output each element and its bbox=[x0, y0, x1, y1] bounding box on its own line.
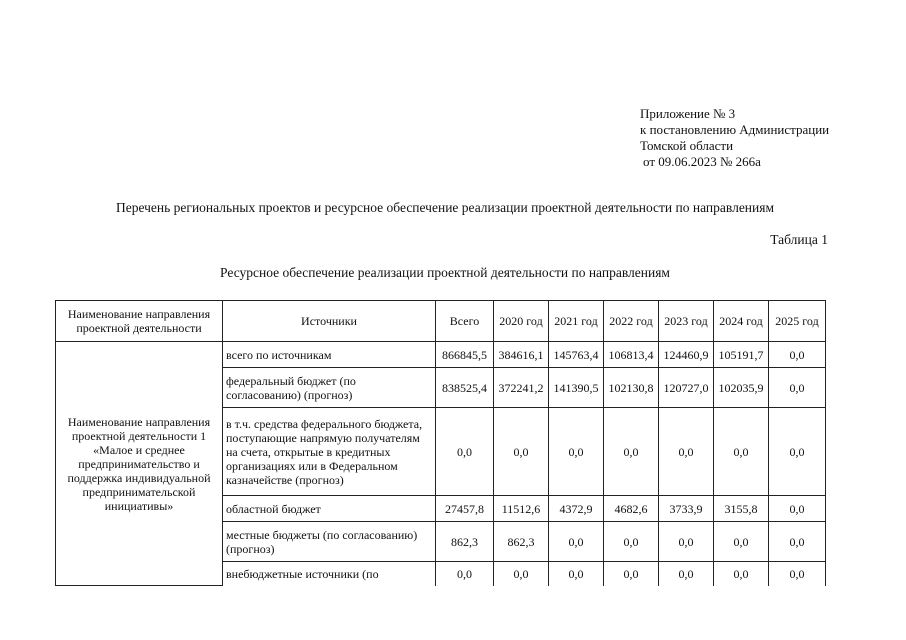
value-cell: 0,0 bbox=[659, 408, 714, 496]
value-cell: 0,0 bbox=[549, 522, 604, 562]
value-cell: 11512,6 bbox=[494, 496, 549, 522]
value-cell: 4372,9 bbox=[549, 496, 604, 522]
value-cell: 0,0 bbox=[769, 368, 826, 408]
value-cell: 106813,4 bbox=[604, 342, 659, 368]
value-cell: 0,0 bbox=[604, 522, 659, 562]
value-cell: 120727,0 bbox=[659, 368, 714, 408]
value-cell: 0,0 bbox=[549, 562, 604, 586]
value-cell: 0,0 bbox=[604, 408, 659, 496]
table-header-row bbox=[56, 301, 826, 342]
value-cell: 102035,9 bbox=[714, 368, 769, 408]
value-cell: 0,0 bbox=[436, 408, 494, 496]
value-cell: 866845,5 bbox=[436, 342, 494, 368]
source-cell: внебюджетные источники (по bbox=[223, 562, 436, 586]
appendix-date: от 09.06.2023 № 266а bbox=[643, 154, 761, 169]
value-cell: 3733,9 bbox=[659, 496, 714, 522]
value-cell: 0,0 bbox=[769, 496, 826, 522]
table-label: Таблица 1 bbox=[770, 232, 828, 247]
value-cell: 0,0 bbox=[659, 522, 714, 562]
value-cell: 105191,7 bbox=[714, 342, 769, 368]
value-cell: 0,0 bbox=[436, 562, 494, 586]
header-cell: 2022 год bbox=[604, 301, 659, 342]
value-cell: 838525,4 bbox=[436, 368, 494, 408]
value-cell: 27457,8 bbox=[436, 496, 494, 522]
value-cell: 0,0 bbox=[549, 408, 604, 496]
source-cell: федеральный бюджет (по согласованию) (прогноз) bbox=[223, 368, 436, 408]
header-cell: 2021 год bbox=[549, 301, 604, 342]
source-cell: всего по источникам bbox=[223, 342, 436, 368]
document-heading: Перечень региональных проектов и ресурсное обеспечение реализации проектной деятельности по направлениям bbox=[115, 200, 775, 215]
value-cell: 124460,9 bbox=[659, 342, 714, 368]
value-cell: 141390,5 bbox=[549, 368, 604, 408]
source-cell: местные бюджеты (по согласованию) (прогноз) bbox=[223, 522, 436, 562]
value-cell: 4682,6 bbox=[604, 496, 659, 522]
value-cell: 0,0 bbox=[769, 522, 826, 562]
value-cell: 0,0 bbox=[494, 408, 549, 496]
value-cell: 3155,8 bbox=[714, 496, 769, 522]
resource-table bbox=[55, 300, 826, 586]
value-cell: 0,0 bbox=[769, 342, 826, 368]
appendix-line: Приложение № 3 bbox=[640, 106, 736, 121]
value-cell: 372241,2 bbox=[494, 368, 549, 408]
header-cell: 2024 год bbox=[714, 301, 769, 342]
value-cell: 0,0 bbox=[714, 408, 769, 496]
appendix-block bbox=[640, 106, 829, 170]
value-cell: 0,0 bbox=[659, 562, 714, 586]
header-cell: Источники bbox=[223, 301, 436, 342]
value-cell: 145763,4 bbox=[549, 342, 604, 368]
header-cell: Всего bbox=[436, 301, 494, 342]
appendix-line: Томской области bbox=[640, 138, 734, 153]
value-cell: 862,3 bbox=[494, 522, 549, 562]
value-cell: 102130,8 bbox=[604, 368, 659, 408]
value-cell: 0,0 bbox=[714, 562, 769, 586]
value-cell: 0,0 bbox=[714, 522, 769, 562]
direction-name-cell: Наименование направления проектной деятельности 1 «Малое и среднее предпринимательство и поддержка индивидуальной предпринимательской инициативы» bbox=[56, 342, 223, 586]
appendix-line: к постановлению Администрации bbox=[640, 122, 830, 137]
header-cell: 2023 год bbox=[659, 301, 714, 342]
table-title: Ресурсное обеспечение реализации проектной деятельности по направлениям bbox=[220, 265, 670, 280]
value-cell: 0,0 bbox=[604, 562, 659, 586]
source-cell: в т.ч. средства федерального бюджета, поступающие напрямую получателям на счета, открытые в кредитных организациях или в Федеральном казначействе (прогноз) bbox=[223, 408, 436, 496]
table-row bbox=[56, 342, 826, 368]
value-cell: 384616,1 bbox=[494, 342, 549, 368]
value-cell: 0,0 bbox=[494, 562, 549, 586]
value-cell: 862,3 bbox=[436, 522, 494, 562]
header-cell: 2020 год bbox=[494, 301, 549, 342]
value-cell: 0,0 bbox=[769, 562, 826, 586]
value-cell: 0,0 bbox=[769, 408, 826, 496]
header-cell: Наименование направления проектной деятельности bbox=[56, 301, 223, 342]
source-cell: областной бюджет bbox=[223, 496, 436, 522]
header-cell: 2025 год bbox=[769, 301, 826, 342]
